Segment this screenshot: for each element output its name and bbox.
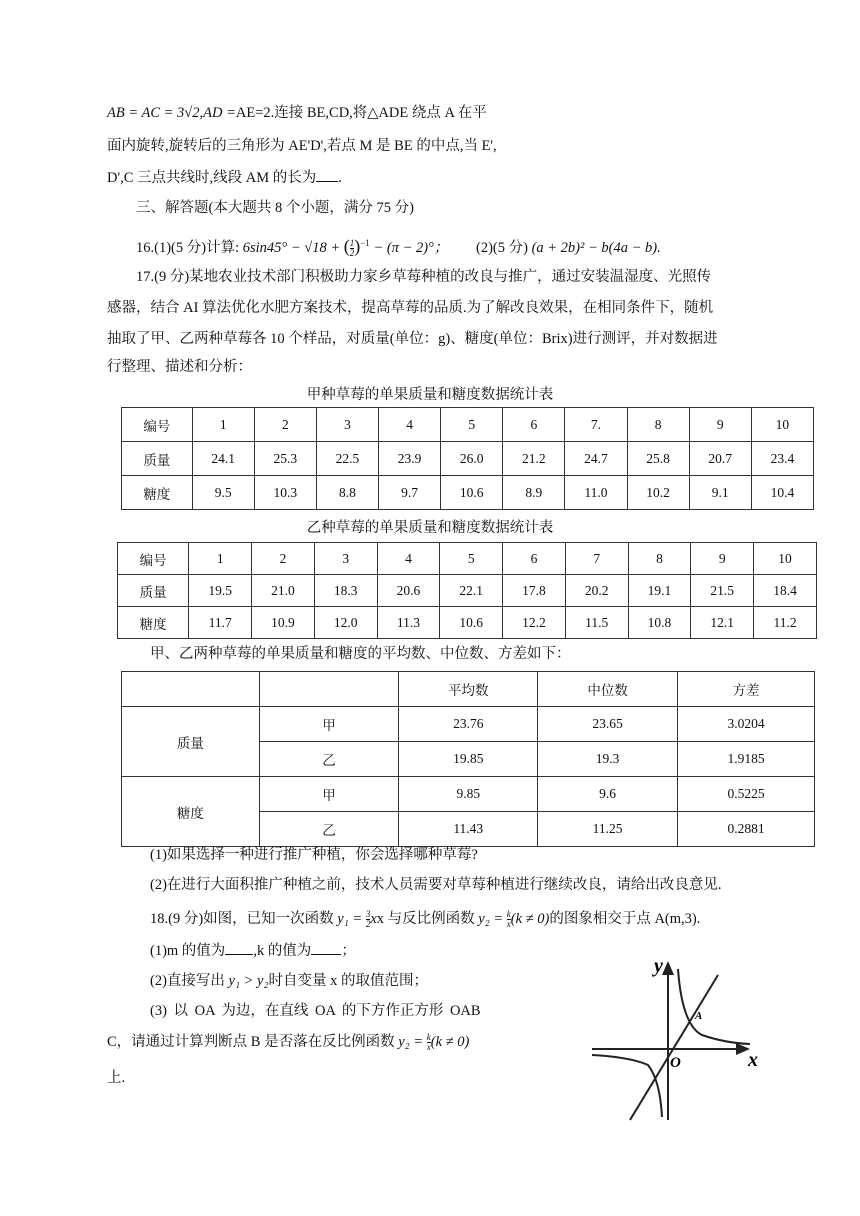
table-cell: 26.0 [441, 442, 503, 476]
q18-l3b: 时自变量 x 的取值范围； [268, 973, 429, 989]
table-cell: 11.25 [538, 812, 678, 847]
row-header: 编号 [118, 543, 189, 575]
intro-line-3 [107, 167, 342, 188]
q18-l3a: (2)直接写出 [150, 973, 229, 989]
table-cell: 12.1 [691, 607, 754, 639]
row-header: 编号 [122, 408, 193, 442]
variety-label: 甲 [259, 777, 399, 812]
table-cell: 6 [503, 408, 565, 442]
table-a-title: 甲种草莓的单果质量和糖度数据统计表 [306, 387, 554, 403]
function-graph [590, 955, 770, 1125]
column-header: 中位数 [538, 672, 678, 707]
q17-sub-1: (1)如果选择一种进行推广种植，你会选择哪种草莓? [150, 847, 478, 863]
table-cell: 25.3 [254, 442, 316, 476]
q16-prefix: 16.(1)(5 分)计算: [136, 239, 243, 256]
table-cell: 9.85 [399, 777, 538, 812]
column-header [122, 672, 260, 707]
table-cell: 9.7 [379, 476, 441, 510]
q18-l5c: (k ≠ 0) [430, 1034, 470, 1050]
table-row [122, 442, 814, 476]
table-cell: 9.1 [689, 476, 751, 510]
table-row [118, 575, 817, 607]
table-header-row [122, 672, 815, 707]
q16-p1a: 6sin45° [242, 239, 288, 256]
table-cell: 11.2 [754, 607, 817, 639]
blank-k [311, 940, 341, 955]
intro-math: AB = AC = 3√2,AD = [107, 105, 236, 121]
table-cell: 3 [316, 408, 378, 442]
q18-text-d: 的图象相交于点 A(m,3). [549, 911, 701, 927]
table-row [118, 607, 817, 639]
table-cell: 4 [377, 543, 440, 575]
intro-line-3-text: D',C 三点共线时,线段 AM 的长为 [107, 170, 317, 186]
table-cell: 8.9 [503, 476, 565, 510]
column-header [259, 672, 399, 707]
group-header: 质量 [122, 707, 260, 777]
table-cell: 18.4 [754, 575, 817, 607]
table-cell: 11.3 [377, 607, 440, 639]
q16-p2: (a + 2b)² − b(4a − b). [531, 239, 661, 256]
q18-y1: y₁ = [337, 911, 366, 927]
q17-sub-2: (2)在进行大面积推广种植之前，技术人员需要对草莓种植进行继续改良，请给出改良意见. [150, 877, 722, 893]
q18-line-3 [150, 971, 428, 991]
table-cell: 21.2 [503, 442, 565, 476]
q16-p1c: − (π − 2)°； [369, 239, 449, 256]
intro-line-1 [107, 103, 487, 123]
table-c-intro: 甲、乙两种草莓的单果质量和糖度的平均数、中位数、方差如下： [150, 646, 571, 662]
table-a [121, 407, 814, 510]
table-cell: 10 [751, 408, 813, 442]
table-cell: 10.4 [751, 476, 813, 510]
point-a-label: A [695, 1010, 703, 1022]
table-cell: 8.8 [316, 476, 378, 510]
column-header: 平均数 [399, 672, 538, 707]
table-cell: 17.8 [503, 575, 566, 607]
q18-y2: y₂ = [478, 911, 507, 927]
table-cell: 22.1 [440, 575, 503, 607]
table-cell: 11.5 [565, 607, 628, 639]
row-header: 质量 [118, 575, 189, 607]
q18-line-4: (3) 以 OA 为边，在直线 OA 的下方作正方形 OAB [150, 1003, 481, 1019]
q18-text-b: x 与反比例函数 [376, 911, 479, 927]
y-label: y [654, 955, 663, 977]
table-cell: 20.7 [689, 442, 751, 476]
q18-l2b: ,k 的值为 [253, 943, 312, 959]
q18-l2a: (1)m 的值为 [150, 943, 226, 959]
q17-line-3: 抽取了甲、乙两种草莓各 10 个样品，对质量(单位：g)、糖度(单位：Brix)进行测评，并对数据进 [107, 331, 718, 347]
table-cell: 20.6 [377, 575, 440, 607]
answer-blank [316, 167, 338, 182]
table-cell: 12.2 [503, 607, 566, 639]
q18-l2c: ； [341, 943, 356, 959]
question-16: 16.(1)(5 分)计算: 6sin45° − √18 + ( $\frac{1}{2}$ )$^{-1}$ − (π − 2)°； (2)(5 分) (a + 2b)² − b(4a − b). [136, 235, 661, 258]
row-header: 糖度 [118, 607, 189, 639]
table-cell: 10 [754, 543, 817, 575]
table-cell: 12.0 [314, 607, 377, 639]
table-cell: 10.2 [627, 476, 689, 510]
q16-exp: −1 [360, 238, 370, 248]
table-cell: 9 [689, 408, 751, 442]
table-cell: 21.5 [691, 575, 754, 607]
q18-line-5 [107, 1030, 469, 1054]
q18-text-a: 18.(9 分)如图，已知一次函数 [150, 911, 338, 927]
table-b [117, 542, 817, 639]
q16-p1b: − √18 + [287, 239, 344, 256]
table-cell: 21.0 [252, 575, 315, 607]
intro-line-3-end: . [338, 170, 342, 186]
table-cell: 10.9 [252, 607, 315, 639]
table-cell: 11.0 [565, 476, 627, 510]
variety-label: 乙 [259, 742, 399, 777]
q18-l5y: y₂ = [398, 1034, 427, 1050]
table-cell: 23.76 [399, 707, 538, 742]
blank-m [225, 940, 253, 955]
q18-l5a: C，请通过计算判断点 B 是否落在反比例函数 [107, 1034, 399, 1050]
table-cell: 0.5225 [678, 777, 815, 812]
variety-label: 甲 [259, 707, 399, 742]
table-cell: 19.5 [189, 575, 252, 607]
table-cell: 9.5 [192, 476, 254, 510]
q16-fraction: $\frac{1}{2}$ [349, 238, 355, 258]
table-cell: 18.3 [314, 575, 377, 607]
table-cell: 23.4 [751, 442, 813, 476]
table-cell: 6 [503, 543, 566, 575]
section-heading: 三、解答题(本大题共 8 个小题，满分 75 分) [136, 200, 414, 216]
table-cell: 10.6 [440, 607, 503, 639]
table-row [122, 408, 814, 442]
table-cell: 19.1 [628, 575, 691, 607]
group-header: 糖度 [122, 777, 260, 847]
table-row [122, 707, 815, 742]
table-cell: 24.1 [192, 442, 254, 476]
table-cell: 1 [192, 408, 254, 442]
q18-line-2 [150, 940, 356, 961]
table-row [118, 543, 817, 575]
table-cell: 22.5 [316, 442, 378, 476]
q18-line-6: 上. [107, 1070, 126, 1086]
table-cell: 5 [441, 408, 503, 442]
table-cell: 23.65 [538, 707, 678, 742]
table-cell: 5 [440, 543, 503, 575]
q18-frac-2: $\frac{k}{x}$ [506, 909, 511, 930]
intro-line-2: 面内旋转,旋转后的三角形为 AE'D',若点 M 是 BE 的中点,当 E', [107, 138, 497, 154]
table-cell: 0.2881 [678, 812, 815, 847]
table-cell: 3.0204 [678, 707, 815, 742]
table-cell: 10.3 [254, 476, 316, 510]
column-header: 方差 [678, 672, 815, 707]
table-c [121, 671, 815, 847]
q17-line-2: 感器，结合 AI 算法优化水肥方案技术，提高草莓的品质.为了解改良效果，在相同条件下，随机 [107, 300, 714, 316]
q17-line-1: 17.(9 分)某地农业技术部门积极助力家乡草莓种植的改良与推广，通过安装温湿度、光照传 [136, 269, 712, 285]
q18-frac-1: $\frac{3}{2}$ [365, 909, 371, 930]
table-cell: 10.6 [441, 476, 503, 510]
q18-cond: (k ≠ 0) [510, 911, 550, 927]
table-cell: 8 [628, 543, 691, 575]
table-cell: 19.3 [538, 742, 678, 777]
table-cell: 11.43 [399, 812, 538, 847]
x-label: x [748, 1049, 758, 1071]
linear-function-line [630, 975, 718, 1120]
table-cell: 2 [254, 408, 316, 442]
q18-line-1: 18.(9 分)如图，已知一次函数 y₁ = $\frac{3}{2}$ xx 与反比例函数 y₂ = $\frac{k}{x}$ (k ≠ 0)的图象相交于点 A(m,3). [150, 909, 701, 930]
table-cell: 23.9 [379, 442, 441, 476]
intro-text: AE=2.连接 BE,CD,将△ADE 绕点 A 在平 [235, 105, 487, 121]
table-cell: 3 [314, 543, 377, 575]
table-cell: 19.85 [399, 742, 538, 777]
table-cell: 4 [379, 408, 441, 442]
variety-label: 乙 [259, 812, 399, 847]
q18-l3m: y₁ > y₂ [228, 973, 269, 989]
table-b-title: 乙种草莓的单果质量和糖度数据统计表 [306, 520, 554, 536]
table-cell: 2 [252, 543, 315, 575]
table-cell: 1 [189, 543, 252, 575]
table-cell: 7 [565, 543, 628, 575]
table-cell: 7. [565, 408, 627, 442]
table-cell: 8 [627, 408, 689, 442]
origin-label: O [670, 1055, 681, 1071]
table-cell: 24.7 [565, 442, 627, 476]
q17-line-4: 行整理、描述和分析： [107, 359, 252, 375]
table-cell: 9.6 [538, 777, 678, 812]
table-cell: 11.7 [189, 607, 252, 639]
table-row [122, 777, 815, 812]
row-header: 糖度 [122, 476, 193, 510]
table-cell: 9 [691, 543, 754, 575]
table-row [122, 476, 814, 510]
q16-p2label: (2)(5 分) [475, 239, 532, 256]
q18-frac-3: $\frac{k}{x}$ [426, 1032, 431, 1053]
table-cell: 25.8 [627, 442, 689, 476]
table-cell: 20.2 [565, 575, 628, 607]
table-cell: 1.9185 [678, 742, 815, 777]
table-cell: 10.8 [628, 607, 691, 639]
row-header: 质量 [122, 442, 193, 476]
